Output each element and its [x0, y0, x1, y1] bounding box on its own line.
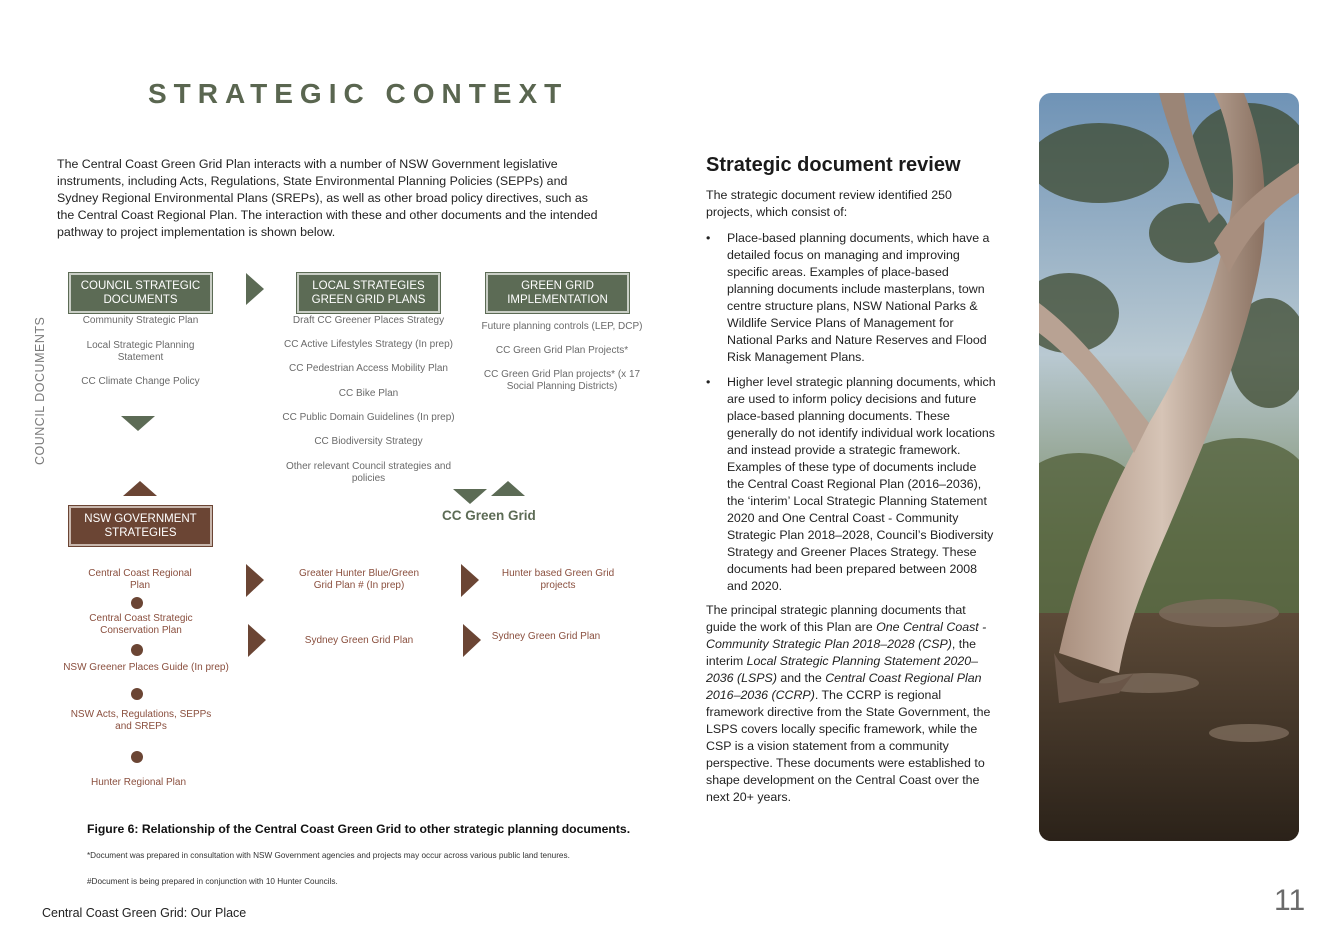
local-item: Other relevant Council strategies and policies — [285, 461, 452, 484]
arrow-right-icon — [246, 564, 264, 597]
closing-paragraph: The principal strategic planning documents that guide the work of this Plan are One Central Coast - Community Strategic Plan 2018–2028 (CSP), the interim Local Strategic Planning Statement 2020–2036 (LSPS) and the Central Coast Regional Plan 2016–2036 (CCRP). The CCRP is regional framework directive from the State Government, the LSPS covers locally specific framework, while the CSP is a vision statement from a community perspective. These documents were established to shape development on the Central Coast over the next 20+ years. — [706, 603, 991, 804]
nsw-item: NSW Greener Places Guide (In prep) — [63, 662, 229, 673]
regional-plan-item: Greater Hunter Blue/Green Grid Plan # (In prep) — [298, 568, 420, 591]
local-item: CC Biodiversity Strategy — [314, 436, 423, 447]
bullet-text: Place-based planning documents, which have a detailed focus on managing and improving specific areas. Examples of place-based planning documents include masterplans, town centre structure plans, NSW National Parks & Wildlife Service Plans of Management for National Parks and Nature Reserves and Flood Risk Management Plans. — [727, 231, 990, 364]
arrow-right-icon — [248, 624, 266, 657]
arrow-down-icon — [121, 416, 155, 431]
footer-title: Central Coast Green Grid: Our Place — [42, 906, 247, 920]
implementation-box: GREEN GRID IMPLEMENTATION — [486, 273, 629, 313]
bullet-text: Higher level strategic planning documents, which are used to inform policy decisions and future place-based planning documents. These generally do not identify individual work locations and instead provide a strategic framework. Examples of these type of documents include the Central Coast Regional Plan (2016–2036), the ‘interim’ Local Strategic Planning Statement 2020 and One Central Coast - Community Strategic Plan 2018–2028, Council’s Biodiversity Strategy and Greener Places Strategy. These documents had been prepared between 2008 and 2020. — [727, 375, 996, 593]
council-strategic-box: COUNCIL STRATEGIC DOCUMENTS — [69, 273, 212, 313]
council-documents-label: COUNCIL DOCUMENTS — [33, 316, 47, 465]
implementation-item: CC Green Grid Plan Projects* — [495, 345, 629, 356]
local-item: CC Active Lifestyles Strategy (In prep) — [284, 339, 453, 350]
cc-green-grid-label: CC Green Grid — [442, 508, 536, 523]
arrow-right-icon — [246, 273, 264, 305]
local-strategies-box: LOCAL STRATEGIES GREEN GRID PLANS — [297, 273, 440, 313]
tree-photo — [1039, 93, 1299, 841]
diagram-arrows — [0, 0, 700, 820]
intro-paragraph: The Central Coast Green Grid Plan interacts with a number of NSW Government legislative instruments, including Acts, Regulations, State Environmental Planning Policies (SEPPs) and Sydney Regional Environmental Plans (SREPs), as well as other broad policy directives, such as the Central Coast Regional Plan. The interaction with these and other documents and the intended pathway to project implementation is shown below. — [57, 157, 598, 239]
section-heading: Strategic document review — [706, 154, 961, 176]
regional-project-item: Sydney Green Grid Plan — [491, 631, 601, 642]
local-item: Draft CC Greener Places Strategy — [292, 315, 445, 326]
nsw-item: Central Coast Strategic Conservation Plan — [89, 613, 193, 636]
page-title: STRATEGIC CONTEXT — [148, 78, 569, 109]
local-item: CC Public Domain Guidelines (In prep) — [282, 412, 455, 423]
footnote: *Document was prepared in consultation with NSW Government agencies and projects may occur across various public land tenures. — [87, 851, 570, 860]
bullet-icon: • — [706, 375, 711, 389]
arrow-up-icon — [123, 481, 157, 496]
regional-plan-item: Sydney Green Grid Plan — [304, 635, 414, 646]
council-item: Local Strategic Planning Statement — [86, 340, 195, 363]
arrow-right-icon — [463, 624, 481, 657]
implementation-item: CC Green Grid Plan projects* (x 17 Social Planning Districts) — [483, 369, 641, 392]
local-item: CC Pedestrian Access Mobility Plan — [289, 363, 448, 374]
implementation-item: Future planning controls (LEP, DCP) — [481, 321, 643, 332]
nsw-item: Central Coast Regional Plan — [88, 568, 192, 591]
nsw-item: NSW Acts, Regulations, SEPPs and SREPs — [70, 709, 212, 732]
bullet-icon: • — [706, 231, 711, 245]
review-lead: The strategic document review identified 250 projects, which consist of: — [706, 188, 952, 219]
council-item: Community Strategic Plan — [82, 315, 199, 326]
page-number: 11 — [1274, 884, 1306, 917]
local-item: CC Bike Plan — [338, 388, 399, 399]
nsw-government-box: NSW GOVERNMENT STRATEGIES — [69, 506, 212, 546]
arrow-up-icon — [491, 481, 525, 496]
figure-caption: Figure 6: Relationship of the Central Coast Green Grid to other strategic planning documents. — [87, 822, 631, 836]
arrow-right-icon — [461, 564, 479, 597]
bullet-item — [706, 374, 996, 595]
footnote: #Document is being prepared in conjunction with 10 Hunter Councils. — [87, 877, 338, 886]
arrow-down-icon — [453, 489, 487, 504]
nsw-item: Hunter Regional Plan — [90, 777, 187, 788]
council-item: CC Climate Change Policy — [81, 376, 200, 387]
regional-project-item: Hunter based Green Grid projects — [501, 568, 615, 591]
bullet-item — [706, 230, 996, 366]
